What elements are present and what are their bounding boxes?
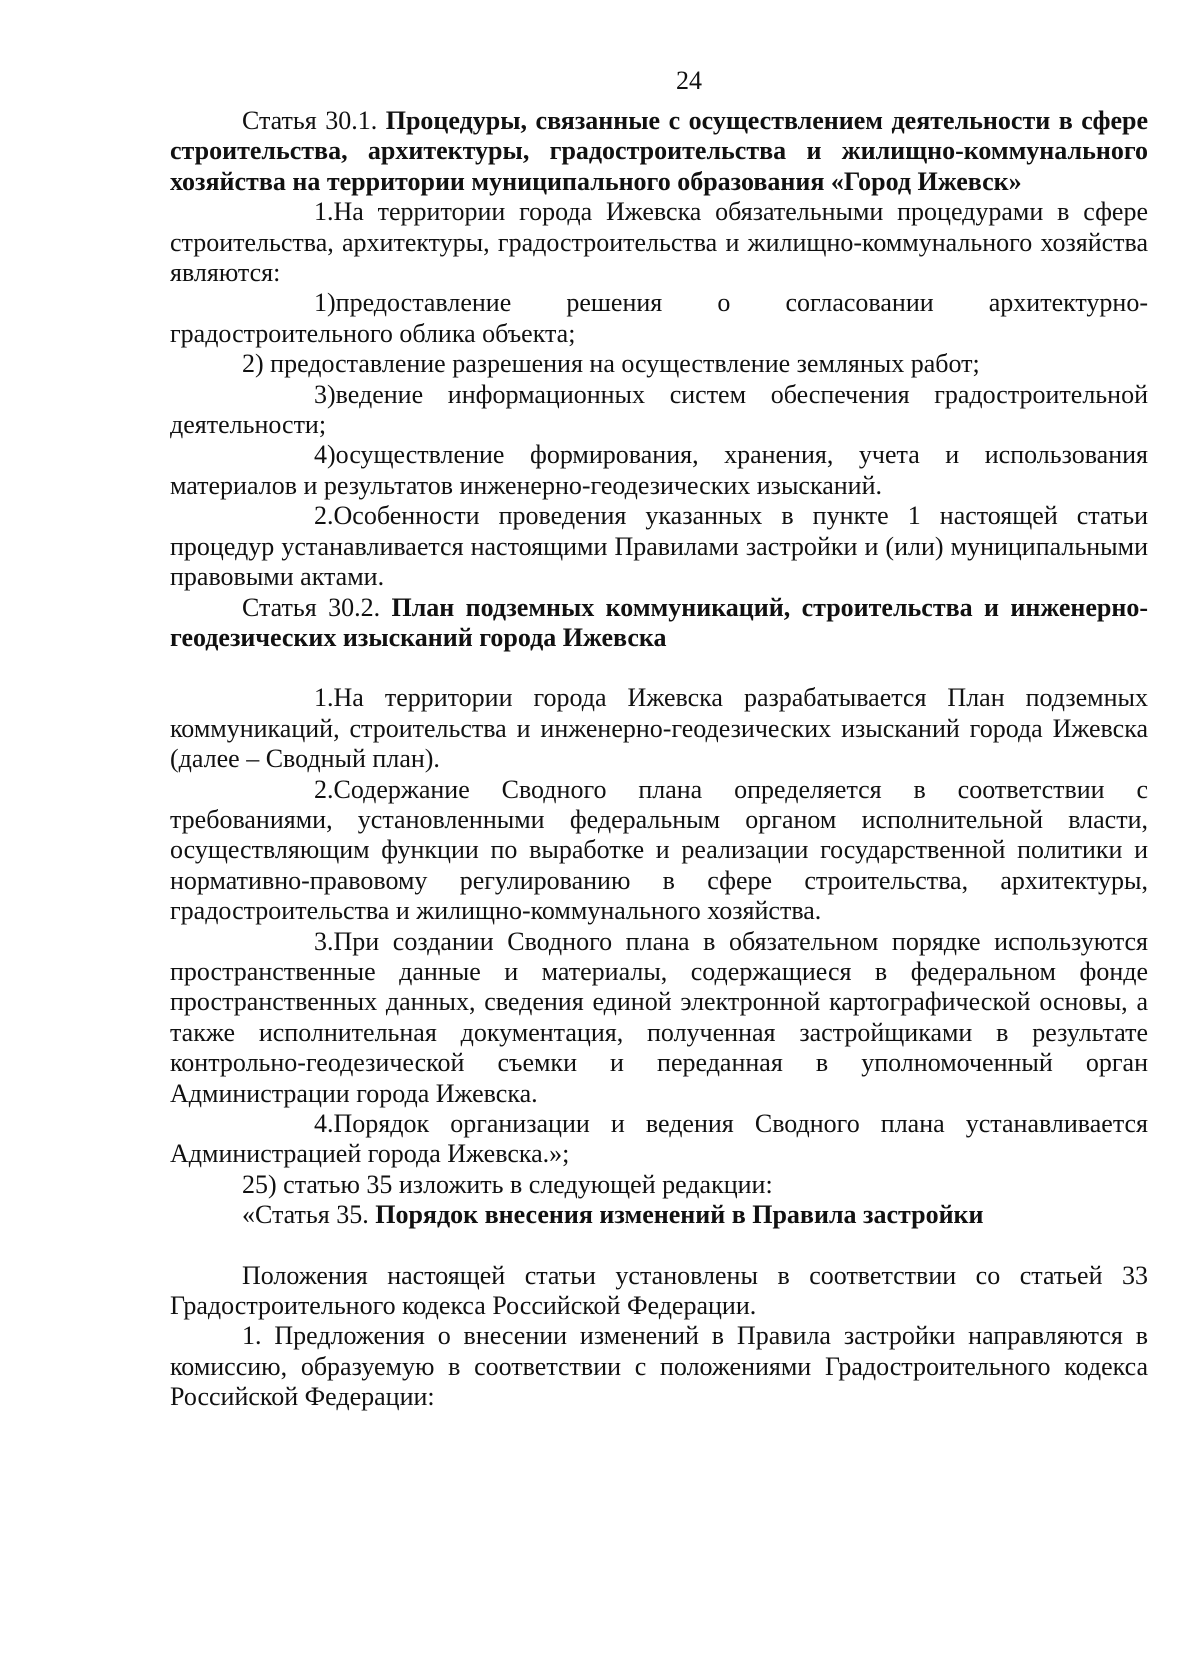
numbered-paragraph: [170, 927, 1148, 1109]
item-number: 3.: [314, 926, 334, 956]
numbered-paragraph: [170, 197, 1148, 288]
item-number: 1): [314, 288, 336, 318]
article-heading: [170, 593, 1148, 654]
paragraph-text: На территории города Ижевска разрабатывается План подземных коммуникаций, строительства и инженерно-геодезических изысканий города Ижевска (далее – Сводный план).: [170, 683, 1148, 774]
item-number: 1.: [314, 683, 334, 713]
item-number: 1.: [314, 197, 334, 227]
page-number: 24: [676, 66, 702, 95]
paragraph-spacer: [170, 1231, 1148, 1261]
numbered-paragraph: [170, 683, 1148, 774]
numbered-paragraph: [170, 775, 1148, 927]
article-heading: [170, 1200, 1148, 1230]
article-title: Порядок внесения изменений в Правила застройки: [375, 1200, 984, 1230]
paragraph: 2) предоставление разрешения на осуществление земляных работ;: [242, 349, 980, 379]
paragraph: Положения настоящей статьи установлены в соответствии со статьей 33 Градостроительного кодекса Российской Федерации.: [170, 1260, 1148, 1321]
paragraph-text: осуществление формирования, хранения, учета и использования материалов и результатов инженерно-геодезических изысканий.: [170, 440, 1148, 500]
paragraph-spacer: [170, 653, 1148, 683]
paragraph-text: Особенности проведения указанных в пункте 1 настоящей статьи процедур устанавливается настоящими Правилами застройки и (или) муниципальными правовыми актами.: [170, 501, 1148, 592]
numbered-paragraph: [170, 440, 1148, 501]
paragraph: 25) статью 35 изложить в следующей редакции:: [242, 1169, 773, 1199]
numbered-paragraph: [170, 1109, 1148, 1170]
paragraph-text: ведение информационных систем обеспечения градостроительной деятельности;: [170, 379, 1148, 440]
article-number: «Статья 35.: [242, 1200, 376, 1230]
article-number: Статья 30.2.: [242, 592, 392, 622]
numbered-paragraph: [170, 288, 1148, 349]
item-number: 3): [314, 379, 336, 409]
paragraph: 1. Предложения о внесении изменений в Правила застройки направляются в комиссию, образуемую в соответствии с положениями Градостроительного кодекса Российской Федерации:: [170, 1321, 1148, 1412]
item-number: 4): [314, 440, 336, 470]
paragraph-text: Содержание Сводного плана определяется в соответствии с требованиями, установленными федеральным органом исполнительной власти, осуществляющим функции по выработке и реализации государственной политики и нормативно-правовому регулированию в сфере строительства, архитектуры, градостроительства и жилищно-коммунального хозяйства.: [170, 774, 1148, 926]
article-title: Процедуры, связанные с осуществлением деятельности в сфере строительства, архитектуры, градостроительства и жилищно-коммунального хозяйства на территории муниципального образования «Город Ижевск»: [170, 106, 1148, 196]
document-body: [170, 106, 1148, 1413]
paragraph-text: При создании Сводного плана в обязательном порядке используются пространственные данные и материалы, содержащиеся в федеральном фонде пространственных данных, сведения единой электронной картографической основы, а также исполнительная документация, полученная застройщиками в результате контрольно-геодезической съемки и переданная в уполномоченный орган Администрации города Ижевска.: [170, 926, 1148, 1108]
article-number: Статья 30.1.: [242, 106, 386, 135]
numbered-paragraph: [170, 380, 1148, 441]
item-number: 2.: [314, 774, 334, 804]
paragraph-text: предоставление решения о согласовании архитектурно-градостроительного облика объекта;: [170, 288, 1148, 348]
paragraph-text: Порядок организации и ведения Сводного плана устанавливается Администрацией города Ижевска.»;: [170, 1109, 1148, 1169]
article-heading: [170, 106, 1148, 197]
paragraph-text: На территории города Ижевска обязательными процедурами в сфере строительства, архитектуры, градостроительства и жилищно-коммунального хозяйства являются:: [170, 197, 1148, 288]
article-title: План подземных коммуникаций, строительства и инженерно-геодезических изысканий города Ижевска: [170, 592, 1149, 652]
item-number: 4.: [314, 1109, 334, 1138]
numbered-paragraph: [170, 501, 1148, 592]
item-number: 2.: [314, 501, 334, 531]
